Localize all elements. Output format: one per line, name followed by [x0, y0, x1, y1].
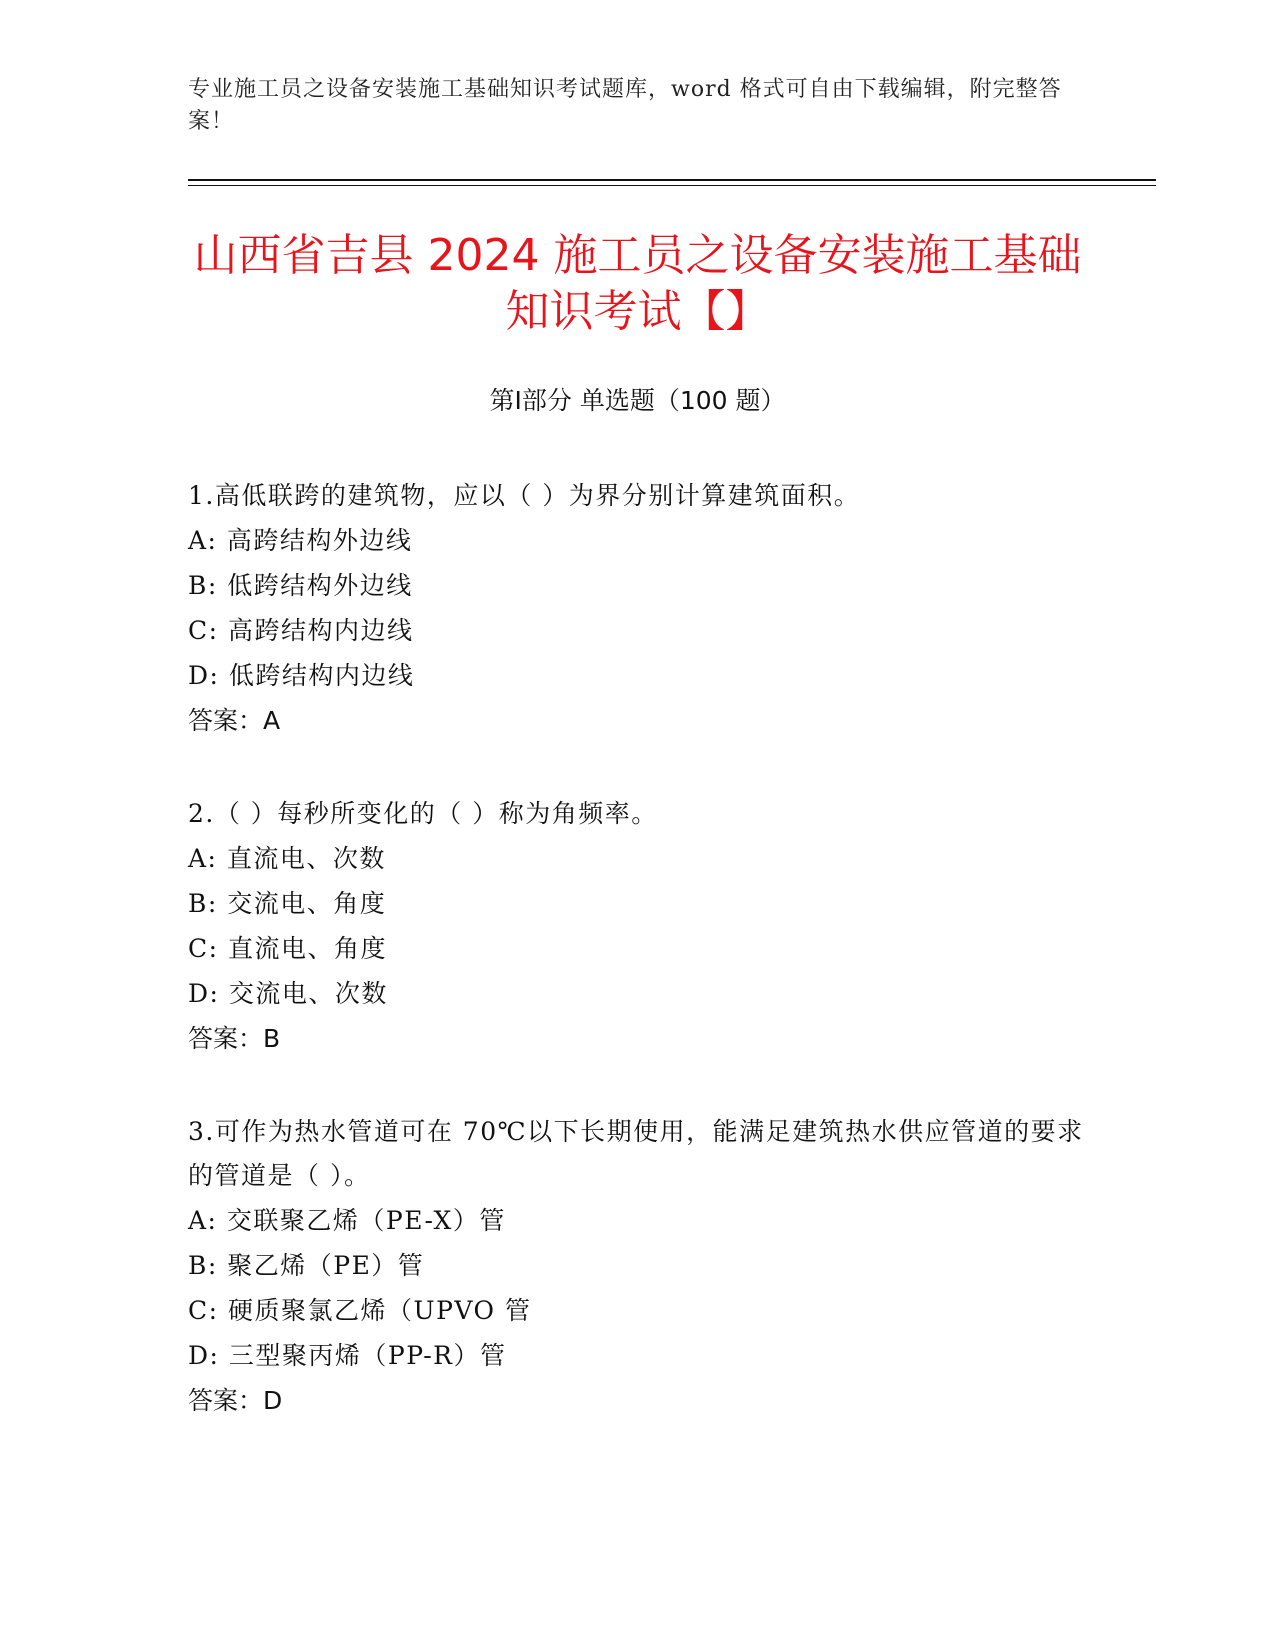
option-c: C: 硬质聚氯乙烯（UPVO 管: [188, 1296, 532, 1325]
option-a: A: 高跨结构外边线: [188, 526, 413, 555]
question-stem: 3.可作为热水管道可在 70℃以下长期使用，能满足建筑热水供应管道的要求的管道是（ ）。: [188, 1117, 1084, 1190]
option-c: C: 高跨结构内边线: [188, 616, 414, 645]
answer-line: 答案：D: [188, 1386, 283, 1415]
header-note: 专业施工员之设备安装施工基础知识考试题库，word 格式可自由下载编辑，附完整答案！: [188, 77, 1062, 134]
option-d: D: 三型聚丙烯（PP-R）管: [188, 1341, 507, 1370]
header-divider-thick: [188, 179, 1156, 181]
question-3: [188, 1110, 1088, 1423]
option-b: B: 低跨结构外边线: [188, 571, 413, 600]
option-a: A: 直流电、次数: [188, 844, 386, 873]
option-d: D: 低跨结构内边线: [188, 661, 415, 690]
option-b: B: 交流电、角度: [188, 889, 387, 918]
answer-line: 答案：B: [188, 1024, 281, 1053]
header-divider-thin: [188, 185, 1156, 186]
question-2: [188, 792, 1088, 1061]
document-title-line-2: 知识考试【】: [505, 286, 770, 337]
question-1: [188, 474, 1088, 743]
option-a: A: 交联聚乙烯（PE-X）管: [188, 1206, 506, 1235]
option-b: B: 聚乙烯（PE）管: [188, 1251, 425, 1280]
answer-line: 答案：A: [188, 706, 281, 735]
document-title: [150, 228, 1125, 340]
question-stem: 2.（ ）每秒所变化的（ ）称为角频率。: [188, 799, 658, 828]
section-heading: 第Ⅰ部分 单选题（100 题）: [489, 386, 786, 415]
option-c: C: 直流电、角度: [188, 934, 387, 963]
option-d: D: 交流电、次数: [188, 979, 388, 1008]
document-title-line-1: 山西省吉县 2024 施工员之设备安装施工基础: [193, 230, 1082, 281]
question-stem: 1.高低联跨的建筑物，应以（ ）为界分别计算建筑面积。: [188, 481, 861, 510]
